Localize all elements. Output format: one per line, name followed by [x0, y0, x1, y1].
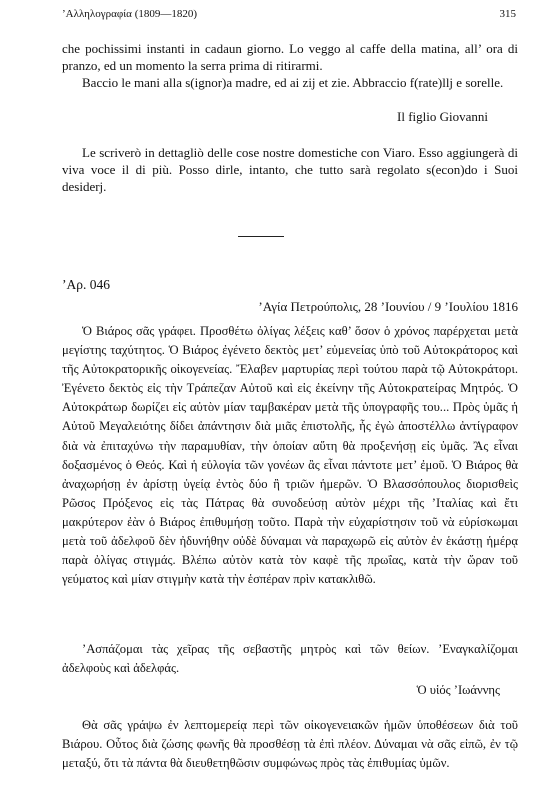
greek-signature: Ὁ υἱός ’Ιωάννης: [416, 683, 500, 697]
italian-paragraph-1: che pochissimi instanti in cadaun giorno. Lo veggo al caffe della matina, all’ ora di pranzo, ed un momento la serra prima di ritirarmi.: [62, 41, 518, 74]
italian-postscript: Le scriverò in dettagliò delle cose nostre domestiche con Viaro. Esso aggiungerà di viva voce il di più. Posso dirle, intanto, che tutto sarà regolato s(econ)do i Suoi desiderj.: [62, 145, 518, 195]
greek-paragraph-2: ’Ασπάζομαι τὰς χεῖρας τῆς σεβαστῆς μητρὸς καὶ τῶν θείων. ’Εναγκαλίζομαι ἀδελφοὺς καὶ ἀδελφάς.: [62, 642, 518, 676]
greek-postscript: Θὰ σᾶς γράψω ἐν λεπτομερείᾳ περὶ τῶν οἰκογενειακῶν ἡμῶν ὑποθέσεων διὰ τοῦ Βιάρου. Οὗτος διὰ ζώσης φωνῆς θὰ προσθέσῃ τὰ ἐπὶ πλέον. Δύναμαι νὰ σᾶς εἰπῶ, ἐν τῷ μεταξύ, ὅτι τὰ πάντα θὰ διευθετηθῶσιν συμφώνως πρὸς τὰς ἐπιθυμίας ὑμῶν.: [62, 718, 518, 771]
running-header: [62, 8, 516, 24]
greek-paragraph-1: Ὁ Βιάρος σᾶς γράφει. Προσθέτω ὀλίγας λέξεις καθ’ ὅσον ὁ χρόνος παρέρχεται μετὰ μεγίστης ταχύτητος. Ὁ Βιάρος ἐγένετο δεκτὸς μετ’ εὐμενείας ὑπὸ τοῦ Αὐτοκράτορος καὶ τῆς Αὐτοκρατορικῆς οἰκογενείας. Ἔλαβεν μαρτυρίας περὶ τούτου παρὰ τῷ Αὐτοκράτορι. Ἐγένετο δεκτὸς εἰς τὴν Τράπεζαν Αὐτοῦ καὶ εἰς ἐκείνην τῆς Αὐτοκρατείρας Μητρός. Ὁ Αὐτοκράτωρ δωρίζει εἰς αὐτὸν μίαν ταμβακέραν μετὰ τῆς ὑπογραφῆς του... Πρὸς ὑμᾶς ἡ Αὐτοῦ Μεγαλειότης δίδει ἀπάντησιν διὰ μιᾶς ἐπιστολῆς, ἧς ἐγὼ ἀποστέλλω ἀντίγραφον διὰ νὰ ἐπιταχύνω τὴν παραμυθίαν, τὴν ὁποίαν αὕτη θὰ προξενήσῃ εἰς ὑμᾶς. Ἂς εἶναι δοξασμένος ὁ Θεός. Καὶ ἡ εὐλογία τῶν γονέων ἂς εἶναι πάντοτε μετ’ ἐμοῦ. Ὁ Βιάρος θὰ ἀναχωρήσῃ ἐν ἀρίστῃ ὑγείᾳ ἐντὸς δύο ἢ τριῶν ἡμερῶν. Ὁ Βλασσόπουλος διορισθεὶς Ρῶσος Πρόξενος εἰς τὰς Πάτρας θὰ συνοδεύσῃ αὐτὸν μέχρι τῆς ’Ιταλίας καὶ ἔτι μακρύτερον ἐὰν ὁ Βιάρος ἐπιθυμήσῃ τοῦτο. Παρὰ τὴν εὐχαρίστησιν τοῦ νὰ εὑρίσκωμαι μετὰ τοῦ ἀδελφοῦ δὲν ἠδυνήθην οὐδὲ δύναμαι νὰ παραχωρῶ εἰς αὐτὸν ἐν ἑκάστῃ ἡμέρᾳ παρὰ ὀλίγας στιγμάς. Βλέπω αὐτὸν κατὰ τὸν καφὲ τῆς πρωΐας, κατὰ τὴν ὥραν τοῦ γεύματος καὶ μίαν στιγμὴν κατὰ τὴν ἑσπέραν πρὶν κατακλιθῶ.: [62, 324, 518, 587]
letter-number: ’Αρ. 046: [62, 277, 110, 292]
header-title: ’Αλληλογραφία (1809—1820): [62, 8, 198, 20]
italian-signature: Il figlio Giovanni: [397, 109, 488, 124]
page-number: 315: [499, 8, 516, 20]
letter-place-date: ’Αγία Πετρούπολις, 28 ’Ιουνίου / 9 ’Ιουλίου 1816: [258, 299, 518, 314]
italian-paragraph-2: Baccio le mani alla s(ignor)a madre, ed ai zij et zie. Abbraccio f(rate)llj e sorelle.: [82, 75, 504, 90]
section-divider: [238, 236, 284, 237]
